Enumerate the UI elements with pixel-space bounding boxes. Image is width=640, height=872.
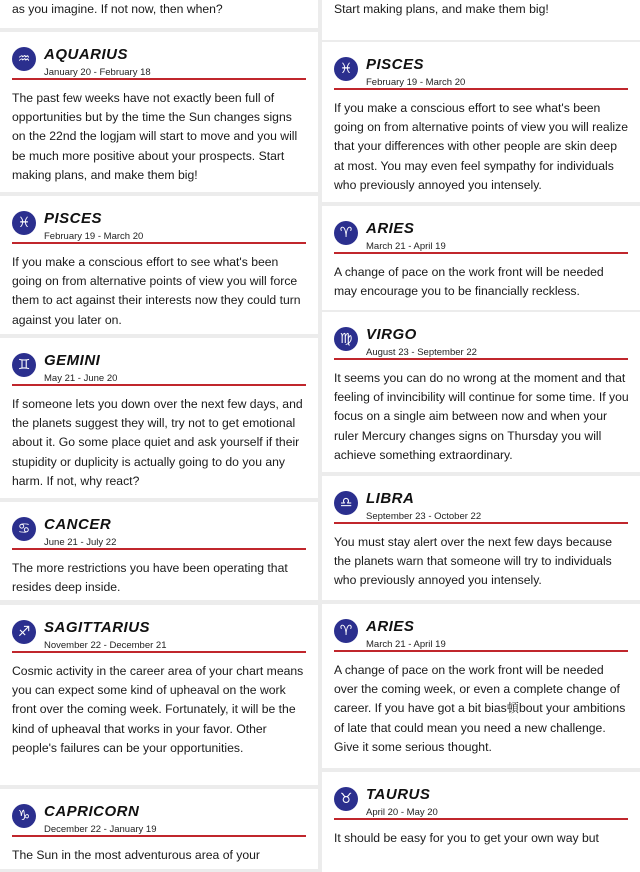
card-header [334,326,628,362]
horoscope-text: If someone lets you down over the next few days, and the planets suggest they will, try not to get emotional about it. Go some place quiet and ask yourself if their stupidity or duplicity is actually going to do you any harm. If not, why react? [12,397,303,488]
horoscope-text: Cosmic activity in the career area of your chart means you can expect some kind of upheaval on the work front over the coming week. Fortunately, it will be the kind of upheaval that works in your favor. Other people's failures can be your opportunities. [12,664,304,755]
horoscope-text: It should be easy for you to get your own way but [334,831,599,845]
sign-name: AQUARIUS [44,46,129,63]
sign-dates: January 20 - February 18 [44,67,151,78]
pisces-icon: ♓ [334,57,358,81]
virgo-icon: ♍ [334,327,358,351]
horoscope-card-libra[interactable] [322,476,640,600]
sign-dates: May 21 - June 20 [44,373,118,384]
sign-dates: February 19 - March 20 [366,77,466,88]
sign-dates: September 23 - October 22 [366,511,482,522]
divider [12,384,306,386]
horoscope-card-gemini[interactable] [0,338,318,498]
top-snippet-text: Start making plans, and make them big! [334,2,549,17]
cancer-icon: ♋ [12,517,36,541]
horoscope-text: It seems you can do no wrong at the moment and that feeling of invincibility will continue for some time. If you focus on a single aim between now and when your ruler Mercury changes signs on Thursday you will achieve something extraordinary. [334,371,629,462]
card-header [12,619,306,655]
card-header [334,786,628,822]
card-header [334,220,628,256]
top-snippet-card [322,0,640,40]
horoscope-text: The Sun in the most adventurous area of your [12,848,260,862]
horoscope-text: The past few weeks have not exactly been full of opportunities but by the time the Sun changes signs on the 22nd the logjam will start to move and you will be much more positive about your prospects. Start making plans, and make them big! [12,91,298,182]
sign-name: LIBRA [366,490,415,507]
divider [334,522,628,524]
sign-name: VIRGO [366,326,417,343]
sign-dates: December 22 - January 19 [44,824,157,835]
card-header [334,490,628,526]
sign-dates: April 20 - May 20 [366,807,438,818]
right-column [320,0,640,853]
horoscope-card-cancer[interactable] [0,502,318,600]
divider [334,252,628,254]
divider [334,88,628,90]
horoscope-text: The more restrictions you have been operating that resides deep inside. [12,561,288,595]
sign-name: CAPRICORN [44,803,140,820]
divider [334,358,628,360]
sign-name: CANCER [44,516,112,533]
aries-icon: ♈ [334,619,358,643]
aries-icon: ♈ [334,221,358,245]
horoscope-text: If you make a conscious effort to see what's been going on from alternative points of view you will force them to act against their interests now they could turn against you later on. [12,255,301,327]
divider [334,650,628,652]
divider [12,651,306,653]
divider [12,548,306,550]
horoscope-text: You must stay alert over the next few days because the planets warn that someone will try to individuals who previously annoyed you intensely. [334,535,612,588]
divider [12,78,306,80]
sign-dates: August 23 - September 22 [366,347,477,358]
card-header [12,352,306,388]
top-snippet-card [0,0,318,28]
divider [12,835,306,837]
sign-dates: March 21 - April 19 [366,241,446,252]
divider [334,818,628,820]
sign-dates: March 21 - April 19 [366,639,446,650]
sign-name: TAURUS [366,786,431,803]
top-snippet-text: as you imagine. If not now, then when? [12,2,223,16]
pisces-icon: ♓ [12,211,36,235]
sign-name: GEMINI [44,352,101,369]
sign-dates: November 22 - December 21 [44,640,167,651]
sagittarius-icon: ♐ [12,620,36,644]
horoscope-card-aries[interactable] [322,206,640,310]
sign-dates: June 21 - July 22 [44,537,117,548]
card-header [334,56,628,92]
taurus-icon: ♉ [334,787,358,811]
card-header [12,210,306,246]
horoscope-card-virgo[interactable] [322,312,640,472]
sign-dates: February 19 - March 20 [44,231,144,242]
horoscope-card-sagittarius[interactable] [0,605,318,785]
horoscope-card-capricorn[interactable] [0,789,318,869]
capricorn-icon: ♑ [12,804,36,828]
card-header [12,803,306,839]
sign-name: PISCES [366,56,425,73]
horoscope-card-aries[interactable] [322,604,640,768]
horoscope-card-aquarius[interactable] [0,32,318,192]
horoscope-card-pisces[interactable] [0,196,318,334]
horoscope-card-taurus[interactable] [322,772,640,872]
horoscope-text: If you make a conscious effort to see what's been going on from alternative points of view you will realize that your differences with other people are skin deep at most. You may even feel sympathy for individuals who previously annoyed you intensely. [334,101,628,192]
sign-name: PISCES [44,210,103,227]
gemini-icon: ♊ [12,353,36,377]
horoscope-card-pisces[interactable] [322,42,640,202]
horoscope-text: A change of pace on the work front will be needed may encourage you to be financially reckless. [334,265,604,299]
libra-icon: ♎ [334,491,358,515]
card-header [334,618,628,654]
divider [12,242,306,244]
left-column [0,0,320,862]
sign-name: SAGITTARIUS [44,619,151,636]
aquarius-icon: ♒ [12,47,36,71]
horoscope-text: A change of pace on the work front will be needed over the coming week, or even a complete change of career. If you have got a bit bias頓bout your ambitions of late that could mean you need a new challenge. Give it some serious thought. [334,663,626,754]
card-header [12,46,306,82]
card-header [12,516,306,552]
sign-name: ARIES [366,220,415,237]
sign-name: ARIES [366,618,415,635]
